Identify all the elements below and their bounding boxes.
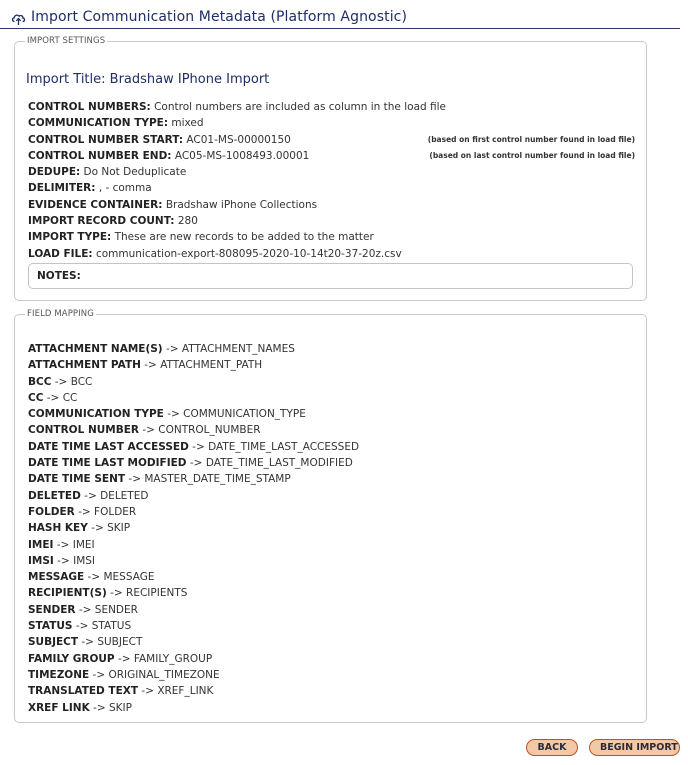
setting-row xyxy=(28,197,628,213)
mapping-row xyxy=(28,471,628,487)
mapping-arrow: -> xyxy=(91,522,104,535)
setting-label: DELIMITER: xyxy=(28,182,96,195)
mapping-target-field: MESSAGE xyxy=(103,571,155,584)
notes-field[interactable] xyxy=(28,263,633,289)
mapping-arrow: -> xyxy=(54,375,68,388)
mapping-target-field: RECIPIENTS xyxy=(126,587,188,600)
mapping-target-field: CONTROL_NUMBER xyxy=(158,424,261,437)
setting-row xyxy=(28,246,628,262)
setting-value: mixed xyxy=(171,117,204,130)
setting-note: (based on last control number found in load file) xyxy=(429,150,635,160)
mapping-row xyxy=(28,700,628,716)
mapping-source-field: TRANSLATED TEXT xyxy=(28,685,139,698)
mapping-target-field: FOLDER xyxy=(94,505,137,518)
setting-label: COMMUNICATION TYPE: xyxy=(28,117,169,130)
mapping-target-field: SKIP xyxy=(107,522,131,535)
setting-row xyxy=(28,148,635,164)
mapping-row xyxy=(28,602,628,618)
setting-row xyxy=(28,229,628,245)
field-mapping-legend: FIELD MAPPING xyxy=(27,309,94,319)
mapping-source-field: CONTROL NUMBER xyxy=(28,424,139,437)
mapping-source-field: ATTACHMENT PATH xyxy=(28,359,141,372)
mapping-arrow: -> xyxy=(141,685,154,698)
mapping-source-field: RECIPIENT(S) xyxy=(28,587,107,600)
setting-label: EVIDENCE CONTAINER: xyxy=(28,198,163,211)
setting-row xyxy=(28,132,635,148)
setting-value: These are new records to be added to the matter xyxy=(114,231,374,244)
setting-value: 280 xyxy=(177,215,198,228)
mapping-arrow: -> xyxy=(93,701,106,714)
mapping-row xyxy=(28,341,628,357)
mapping-source-field: TIMEZONE xyxy=(28,668,90,681)
import-title: Import Title: Bradshaw IPhone Import xyxy=(26,72,270,87)
mapping-arrow: -> xyxy=(165,343,179,355)
setting-value: , - comma xyxy=(98,182,152,195)
mapping-row xyxy=(28,537,628,553)
mapping-row xyxy=(28,634,628,650)
mapping-source-field: SENDER xyxy=(28,603,76,616)
mapping-row xyxy=(28,422,628,438)
mapping-target-field: CC xyxy=(62,391,78,404)
mapping-row xyxy=(28,357,628,373)
mapping-target-field: IMSI xyxy=(73,554,96,567)
mapping-source-field: IMSI xyxy=(28,554,54,567)
setting-label: IMPORT RECORD COUNT: xyxy=(28,215,175,228)
setting-row xyxy=(28,213,628,229)
field-mapping-list xyxy=(28,341,628,716)
mapping-row xyxy=(28,520,628,536)
mapping-arrow: -> xyxy=(75,620,89,633)
setting-value: Control numbers are included as column in the load file xyxy=(154,101,447,113)
setting-label: IMPORT TYPE: xyxy=(28,231,112,244)
mapping-row xyxy=(28,488,628,504)
mapping-row xyxy=(28,455,628,471)
cloud-upload-icon xyxy=(11,11,26,25)
mapping-target-field: COMMUNICATION_TYPE xyxy=(183,408,306,421)
mapping-row xyxy=(28,504,628,520)
mapping-arrow: -> xyxy=(92,668,106,681)
setting-label: CONTROL NUMBERS: xyxy=(28,101,151,113)
mapping-target-field: FAMILY_GROUP xyxy=(133,652,213,665)
setting-label: LOAD FILE: xyxy=(28,247,93,260)
mapping-arrow: -> xyxy=(78,603,92,616)
setting-row xyxy=(28,115,628,131)
mapping-arrow: -> xyxy=(128,473,141,486)
mapping-arrow: -> xyxy=(110,587,123,600)
mapping-target-field: IMEI xyxy=(72,538,95,551)
setting-note: (based on first control number found in load file) xyxy=(427,134,635,144)
mapping-row xyxy=(28,618,628,634)
mapping-source-field: DATE TIME LAST ACCESSED xyxy=(28,440,189,453)
mapping-target-field: SENDER xyxy=(94,603,138,616)
mapping-arrow: -> xyxy=(144,359,157,372)
back-button[interactable]: BACK xyxy=(526,739,578,756)
mapping-arrow: -> xyxy=(167,408,180,421)
mapping-row xyxy=(28,374,628,390)
mapping-arrow: -> xyxy=(78,505,91,518)
begin-import-button[interactable]: BEGIN IMPORT xyxy=(589,739,680,756)
mapping-arrow: -> xyxy=(142,424,155,437)
page-header xyxy=(0,0,680,29)
field-mapping-panel xyxy=(14,309,647,723)
mapping-target-field: ATTACHMENT_PATH xyxy=(160,359,263,372)
mapping-target-field: STATUS xyxy=(91,620,132,633)
notes-label: NOTES: xyxy=(37,270,81,282)
mapping-target-field: DELETED xyxy=(100,489,149,502)
mapping-source-field: COMMUNICATION TYPE xyxy=(28,408,164,421)
mapping-target-field: DATE_TIME_LAST_MODIFIED xyxy=(205,457,353,470)
mapping-source-field: FOLDER xyxy=(28,505,75,518)
mapping-arrow: -> xyxy=(117,652,131,665)
mapping-source-field: DATE TIME LAST MODIFIED xyxy=(28,457,187,470)
page-title: Import Communication Metadata (Platform Agnostic) xyxy=(31,9,408,25)
mapping-arrow: -> xyxy=(189,457,203,470)
mapping-source-field: IMEI xyxy=(28,538,54,551)
settings-list xyxy=(28,99,635,262)
mapping-source-field: DATE TIME SENT xyxy=(28,473,126,486)
mapping-source-field: DELETED xyxy=(28,489,81,502)
setting-value: AC01-MS-00000150 xyxy=(186,133,291,146)
setting-value: Bradshaw iPhone Collections xyxy=(165,198,318,211)
setting-value: communication-export-808095-2020-10-14t20-37-20z.csv xyxy=(95,247,402,260)
mapping-arrow: -> xyxy=(192,440,205,453)
mapping-arrow: -> xyxy=(87,571,101,584)
mapping-source-field: STATUS xyxy=(28,620,73,633)
setting-label: CONTROL NUMBER END: xyxy=(28,149,172,162)
mapping-arrow: -> xyxy=(57,554,70,567)
mapping-source-field: HASH KEY xyxy=(28,522,88,535)
setting-label: CONTROL NUMBER START: xyxy=(28,133,184,146)
mapping-source-field: BCC xyxy=(28,375,52,388)
setting-value: Do Not Deduplicate xyxy=(83,166,187,179)
setting-row xyxy=(28,99,628,115)
mapping-row xyxy=(28,651,628,667)
mapping-row xyxy=(28,683,628,699)
mapping-row xyxy=(28,553,628,569)
mapping-target-field: BCC xyxy=(70,375,93,388)
mapping-target-field: MASTER_DATE_TIME_STAMP xyxy=(144,473,291,486)
mapping-source-field: SUBJECT xyxy=(28,636,79,649)
mapping-arrow: -> xyxy=(84,489,97,502)
mapping-row xyxy=(28,569,628,585)
mapping-target-field: SKIP xyxy=(108,701,132,714)
mapping-target-field: SUBJECT xyxy=(97,636,143,649)
setting-row xyxy=(28,180,628,196)
mapping-source-field: CC xyxy=(28,391,44,404)
mapping-target-field: ATTACHMENT_NAMES xyxy=(181,343,295,355)
mapping-arrow: -> xyxy=(81,636,94,649)
mapping-target-field: DATE_TIME_LAST_ACCESSED xyxy=(208,440,360,453)
mapping-arrow: -> xyxy=(56,538,70,551)
import-settings-panel xyxy=(14,36,647,301)
mapping-row xyxy=(28,585,628,601)
setting-label: DEDUPE: xyxy=(28,166,81,179)
mapping-row xyxy=(28,667,628,683)
setting-value: AC05-MS-1008493.00001 xyxy=(174,149,310,162)
mapping-target-field: XREF_LINK xyxy=(157,685,214,698)
mapping-source-field: FAMILY GROUP xyxy=(28,652,115,665)
mapping-target-field: ORIGINAL_TIMEZONE xyxy=(108,668,220,681)
mapping-row xyxy=(28,390,628,406)
mapping-row xyxy=(28,406,628,422)
mapping-source-field: MESSAGE xyxy=(28,571,85,584)
setting-row xyxy=(28,164,628,180)
mapping-arrow: -> xyxy=(46,391,60,404)
mapping-row xyxy=(28,439,628,455)
mapping-source-field: ATTACHMENT NAME(S) xyxy=(28,343,163,355)
import-settings-legend: IMPORT SETTINGS xyxy=(27,36,106,46)
mapping-source-field: XREF LINK xyxy=(28,701,90,714)
